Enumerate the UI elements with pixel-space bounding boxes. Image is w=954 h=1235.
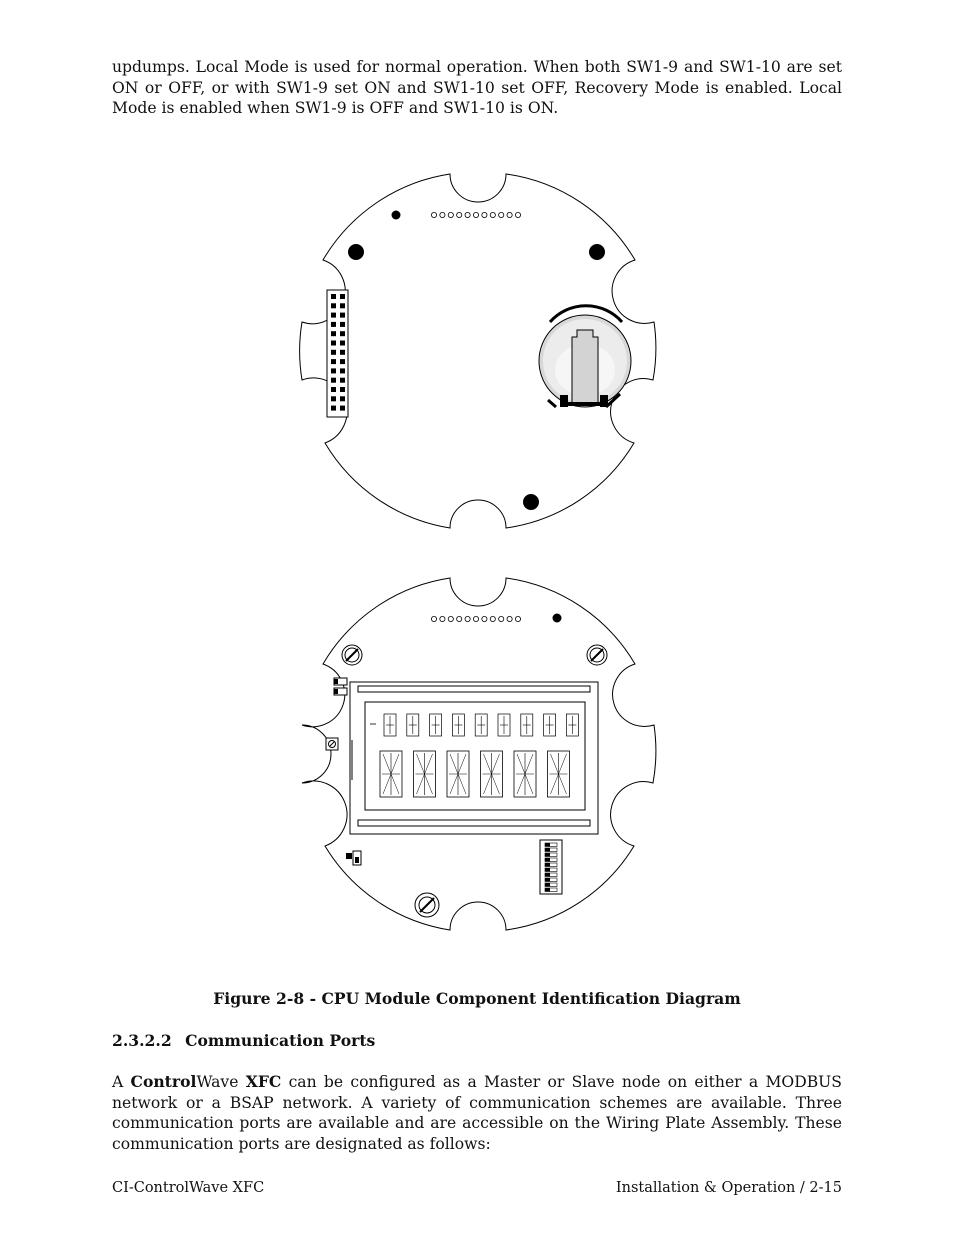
header-pin (340, 406, 345, 411)
pad (448, 212, 453, 217)
header-pin (331, 294, 336, 299)
header-pin (340, 350, 345, 355)
header-pin (331, 406, 336, 411)
pad (490, 616, 495, 621)
pad (490, 212, 495, 217)
header-pin (331, 322, 336, 327)
potentiometer (326, 738, 338, 750)
pad (440, 616, 445, 621)
header-pin (340, 313, 345, 318)
screw (342, 645, 362, 665)
body-line-2: network or a BSAP network. A variety of communication schemes are available. Three (112, 1093, 842, 1112)
screw (587, 645, 607, 665)
intro-line-3: Mode is enabled when SW1-9 is OFF and SW1-10 is ON. (112, 99, 559, 118)
pad (473, 616, 478, 621)
pad (473, 212, 478, 217)
header-pin (340, 331, 345, 336)
header-pin (331, 378, 336, 383)
pad (448, 616, 453, 621)
pad (440, 212, 445, 217)
pad (507, 212, 512, 217)
body-paragraph (112, 1072, 842, 1154)
body-line-4: communication ports are designated as follows: (112, 1134, 491, 1153)
header-pin (331, 303, 336, 308)
body-line-3: communication ports are available and are accessible on the Wiring Plate Assembly. These (112, 1114, 842, 1133)
header-pin (340, 294, 345, 299)
header-pin (340, 359, 345, 364)
footer-document-id: CI-ControlWave XFC (112, 1180, 265, 1196)
section-title: Communication Ports (185, 1031, 376, 1050)
figure-caption: Figure 2-8 - CPU Module Component Identification Diagram (213, 989, 741, 1008)
mounting-hole (589, 244, 605, 260)
battery-holder (539, 306, 631, 407)
body-line-1: A ControlWave XFC can be configured as a Master or Slave node on either a MODBUS (112, 1072, 842, 1091)
small-marker-dot (392, 211, 401, 220)
header-pin (331, 368, 336, 373)
pad (499, 616, 504, 621)
pad (482, 616, 487, 621)
header-pin (331, 396, 336, 401)
pad (457, 616, 462, 621)
jumper-pair (334, 678, 347, 695)
section-number: 2.3.2.2 (112, 1031, 172, 1050)
pad (482, 212, 487, 217)
header-pin (331, 313, 336, 318)
pad (465, 616, 470, 621)
pad (465, 212, 470, 217)
intro-line-2: ON or OFF, or with SW1-9 set ON and SW1-10 set OFF, Recovery Mode is enabled. Local (112, 78, 842, 97)
product-xfc: XFC (245, 1072, 282, 1091)
header-pin (340, 303, 345, 308)
pad (431, 616, 436, 621)
header-pin (331, 387, 336, 392)
header-pin (340, 341, 345, 346)
footer-page-ref: Installation & Operation / 2-15 (615, 1180, 842, 1196)
header-pin (331, 350, 336, 355)
header-pin (340, 378, 345, 383)
screw (415, 893, 439, 917)
brand-control: Control (130, 1072, 197, 1091)
mounting-hole (523, 494, 539, 510)
pad (515, 616, 520, 621)
small-marker-dot (553, 614, 562, 623)
header-pin (331, 331, 336, 336)
pad-row-top (431, 212, 520, 217)
mounting-hole (348, 244, 364, 260)
pad (515, 212, 520, 217)
cpu-board-back-view (300, 174, 656, 528)
pad (499, 212, 504, 217)
pad (431, 212, 436, 217)
lcd-display (350, 682, 598, 834)
pad-row-bottom (431, 616, 520, 621)
pad (457, 212, 462, 217)
header-pin (331, 359, 336, 364)
header-pin (340, 368, 345, 373)
header-pin (331, 341, 336, 346)
header-pin (340, 322, 345, 327)
section-heading (112, 1031, 375, 1050)
dip-switch-bank (540, 840, 562, 894)
header-pin (340, 387, 345, 392)
header-pin (340, 396, 345, 401)
pad (507, 616, 512, 621)
slide-switch (346, 851, 361, 865)
intro-line-1: updumps. Local Mode is used for normal operation. When both SW1-9 and SW1-10 are set (112, 58, 842, 76)
cpu-board-front-view (302, 578, 656, 930)
